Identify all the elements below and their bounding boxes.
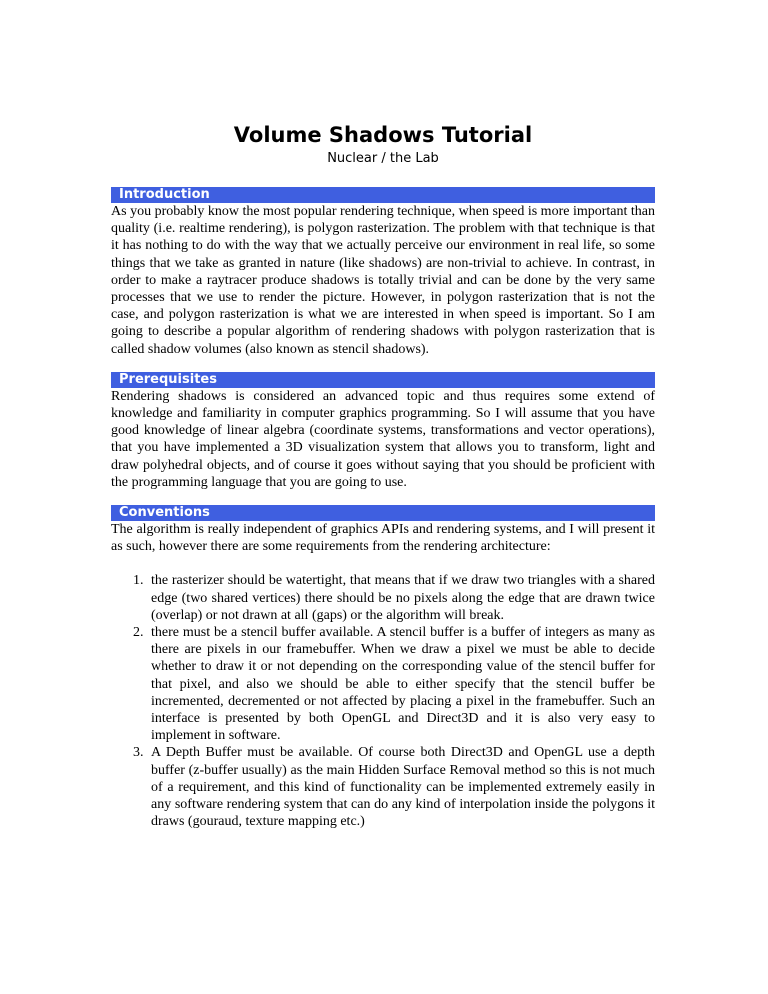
document-title: Volume Shadows Tutorial: [233, 123, 533, 147]
section-heading-introduction: Introduction: [111, 187, 655, 203]
section-heading-conventions: Conventions: [111, 505, 655, 521]
introduction-paragraph: As you probably know the most popular rendering technique, when speed is more important than quality (i.e. realtime rendering), is polygon rasterization. The problem with that technique is that it has nothing to do with the way that we actually perceive our environment in real life, so some things that we take as granted in nature (like shadows) are non-trivial to achieve. In contrast, in order to make a raytracer produce shadows is totally trivial and can be done by the very same processes that we use to render the picture. However, in polygon rasterization that is not the case, and polygon rasterization is what we are interested in when speed is important. So I am going to describe a popular algorithm of rendering shadows with polygon rasterization that is called shadow volumes (also known as stencil shadows).: [111, 204, 655, 357]
requirement-item-depth-buffer: 3. A Depth Buffer must be available. Of course both Direct3D and OpenGL use a depth buffer (z-buffer usually) as the main Hidden Surface Removal method so this is not much of a requirement, and this kind of functionality can be implemented extremely easily in any software rendering system that can do any kind of interpolation inside the polygons it draws (gouraud, texture mapping etc.): [147, 744, 655, 830]
prerequisites-paragraph: Rendering shadows is considered an advanced topic and thus requires some extend of knowledge and familiarity in computer graphics programming. So I will assume that you have good knowledge of linear algebra (coordinate systems, transformations and vector operations), that you have implemented a 3D visualization system that allows you to transform, light and draw polyhedral objects, and of course it goes without saying that you should be proficient with the programming language that you are going to use.: [111, 388, 655, 490]
requirement-item-watertight: 1. the rasterizer should be watertight, that means that if we draw two triangles with a shared edge (two shared vertices) there should be no pixels along the edge that are drawn twice (overlap) or not drawn at all (gaps) or the algorithm will break.: [147, 572, 655, 624]
document-author: Nuclear / the Lab: [327, 151, 439, 166]
requirement-item-stencil-buffer: 2. there must be a stencil buffer available. A stencil buffer is a buffer of integers as many as there are pixels in our framebuffer. When we draw a pixel we must be able to decide whether to draw it or not depending on the corresponding value of the stencil buffer for that pixel, and also we should be able to either specify that the stencil buffer be incremented, decremented or not affected by placing a pixel in the framebuffer. Such an interface is presented by both OpenGL and Direct3D and it is also very easy to implement in software.: [147, 624, 655, 744]
document-page: [111, 122, 655, 831]
section-heading-prerequisites: Prerequisites: [111, 372, 655, 388]
conventions-paragraph: The algorithm is really independent of graphics APIs and rendering systems, and I will present it as such, however there are some requirements from the rendering architecture:: [111, 522, 655, 555]
requirements-list: [111, 572, 655, 830]
